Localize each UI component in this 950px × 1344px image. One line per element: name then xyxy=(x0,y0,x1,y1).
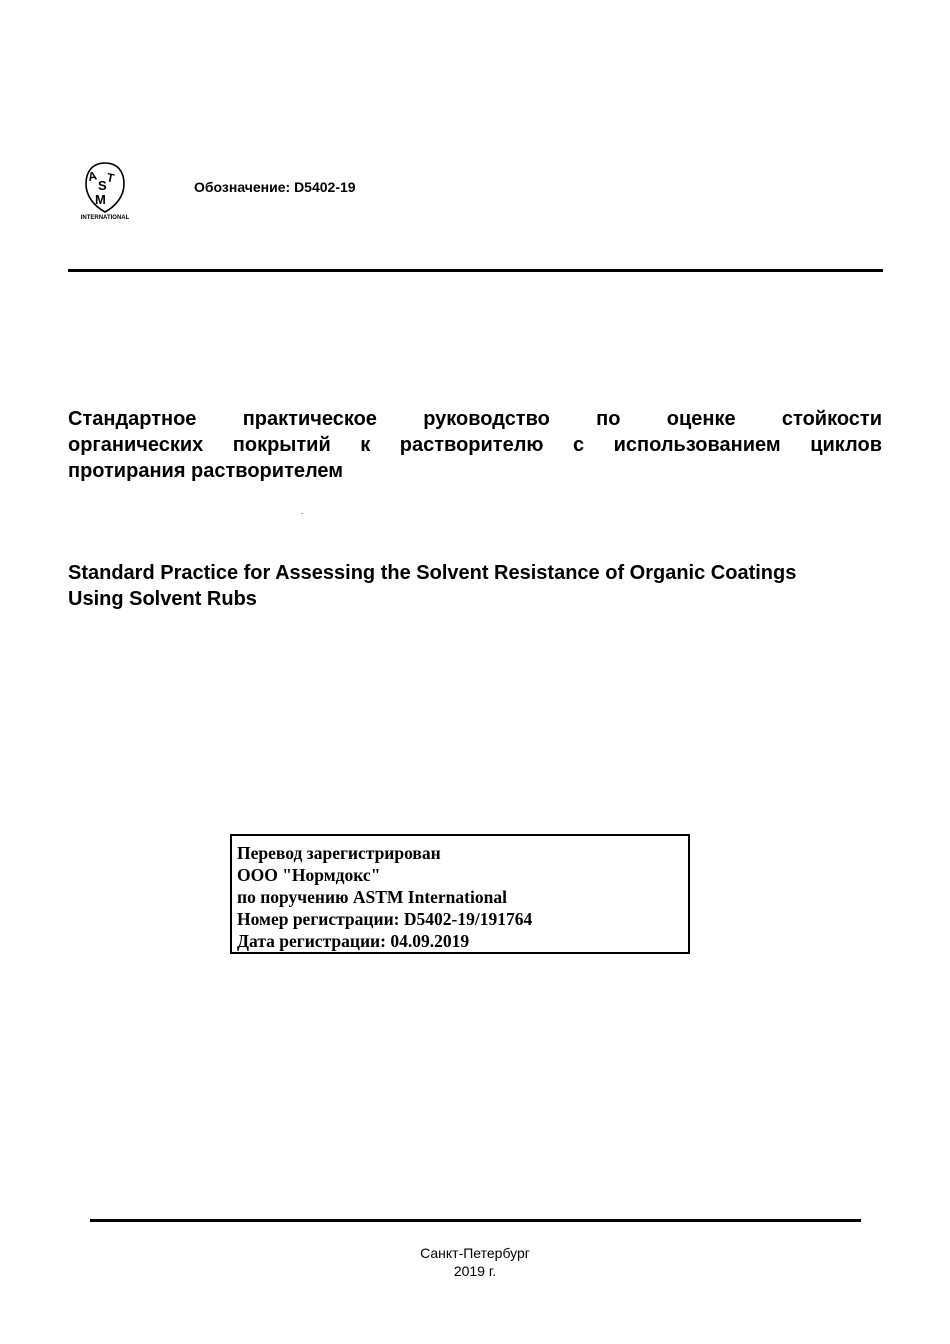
svg-text:A: A xyxy=(86,168,99,184)
top-divider xyxy=(68,269,883,272)
registration-line-3: по поручению ASTM International xyxy=(237,887,507,907)
svg-text:M: M xyxy=(95,192,106,207)
registration-date: Дата регистрации: 04.09.2019 xyxy=(237,931,470,951)
svg-text:S: S xyxy=(98,178,107,193)
title-ru-line-3: протирания растворителем xyxy=(68,460,344,482)
logo-subtext: INTERNATIONAL xyxy=(80,215,130,221)
registration-line-2: ООО "Нормдокс" xyxy=(237,865,381,885)
footer-year: 2019 г. xyxy=(453,1263,497,1279)
title-ru-line-2: органических покрытий к растворителю с использованием циклов xyxy=(68,434,882,456)
footer-city: Санкт-Петербург xyxy=(420,1245,530,1261)
bottom-divider xyxy=(90,1219,861,1222)
footer xyxy=(0,1244,950,1280)
registration-number: Номер регистрации: D5402-19/191764 xyxy=(237,909,533,929)
title-english xyxy=(68,560,888,612)
title-en-line-2: Using Solvent Rubs xyxy=(68,588,257,610)
svg-text:T: T xyxy=(105,170,116,186)
registration-line-1: Перевод зарегистрирован xyxy=(237,843,441,863)
registration-box xyxy=(230,834,690,954)
astm-logo-icon xyxy=(78,160,132,222)
title-en-line-1: Standard Practice for Assessing the Solvent Resistance of Organic Coatings xyxy=(68,562,797,584)
designation: Обозначение: D5402-19 xyxy=(194,179,356,195)
astm-logo xyxy=(78,160,132,222)
stray-mark xyxy=(301,513,303,514)
title-russian xyxy=(68,406,882,484)
title-ru-line-1: Стандартное практическое руководство по оценке стойкости xyxy=(68,408,882,430)
